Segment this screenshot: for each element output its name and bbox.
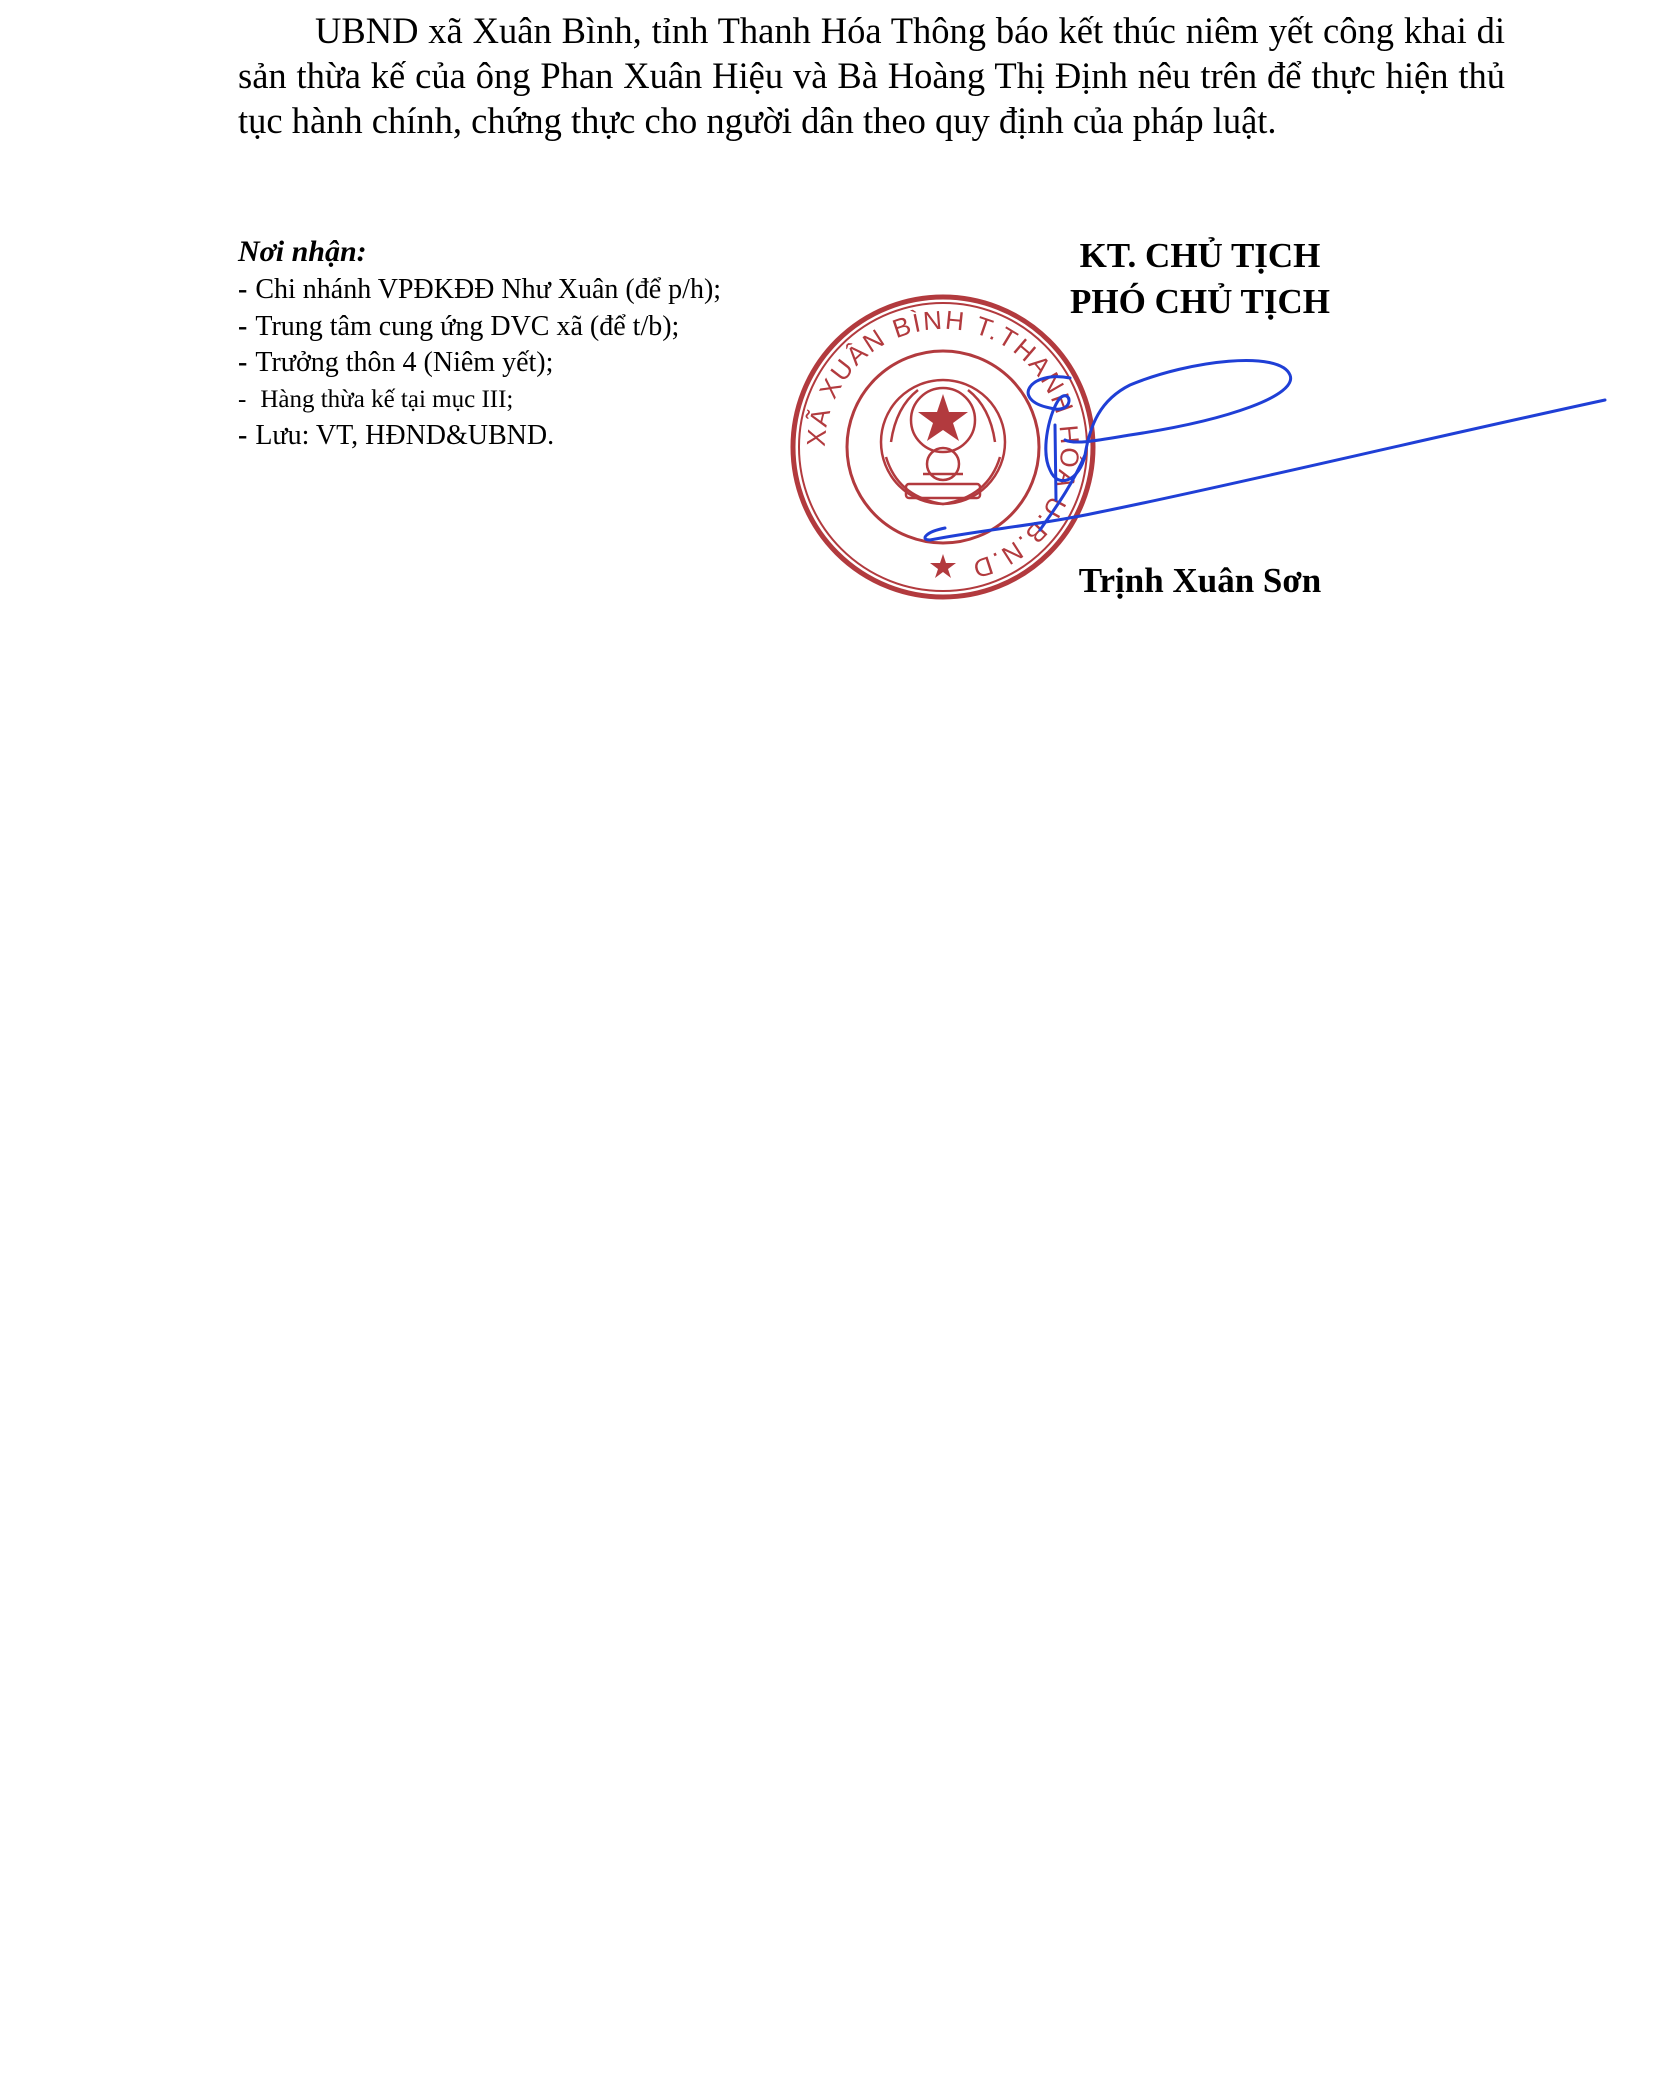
recipient-item xyxy=(238,382,798,419)
signature-icon xyxy=(900,330,1620,570)
signature-title-line1: KT. CHỦ TỊCH xyxy=(1079,236,1321,275)
recipient-item xyxy=(238,272,798,309)
recipient-item xyxy=(238,309,798,346)
recipients-title: Nơi nhận: xyxy=(238,235,367,268)
recipients-block xyxy=(238,234,798,455)
list-dash: - xyxy=(238,385,247,413)
list-dash: - xyxy=(238,347,248,378)
recipient-text: Trung tâm cung ứng DVC xã (để t/b); xyxy=(255,310,680,342)
recipient-item xyxy=(238,418,798,455)
list-dash: - xyxy=(238,274,248,305)
signature-title-line2: PHÓ CHỦ TỊCH xyxy=(1070,282,1330,321)
list-dash: - xyxy=(238,310,248,342)
recipient-text: Chi nhánh VPĐKĐĐ Như Xuân (để p/h); xyxy=(255,274,722,305)
signer-name: Trịnh Xuân Sơn xyxy=(1078,561,1322,600)
recipient-text: Trưởng thôn 4 (Niêm yết); xyxy=(255,347,554,378)
recipient-text: Hàng thừa kế tại mục III; xyxy=(260,385,514,413)
seal-text: XÃ XUÂN BÌNH T.THANH HÓA U.B.N.D xyxy=(800,304,1086,586)
handwritten-signature xyxy=(900,330,1620,570)
list-dash: - xyxy=(238,420,248,451)
recipient-item xyxy=(238,345,798,382)
recipients-list xyxy=(238,272,798,455)
body-paragraph: UBND xã Xuân Bình, tỉnh Thanh Hóa Thông báo kết thúc niêm yết công khai di sản thừa kế của ông Phan Xuân Hiệu và Bà Hoàng Thị Định nêu trên để thực hiện thủ tục hành chính, chứng thực cho người dân theo quy định của pháp luật. xyxy=(238,10,1505,141)
recipient-text: Lưu: VT, HĐND&UBND. xyxy=(255,420,555,451)
